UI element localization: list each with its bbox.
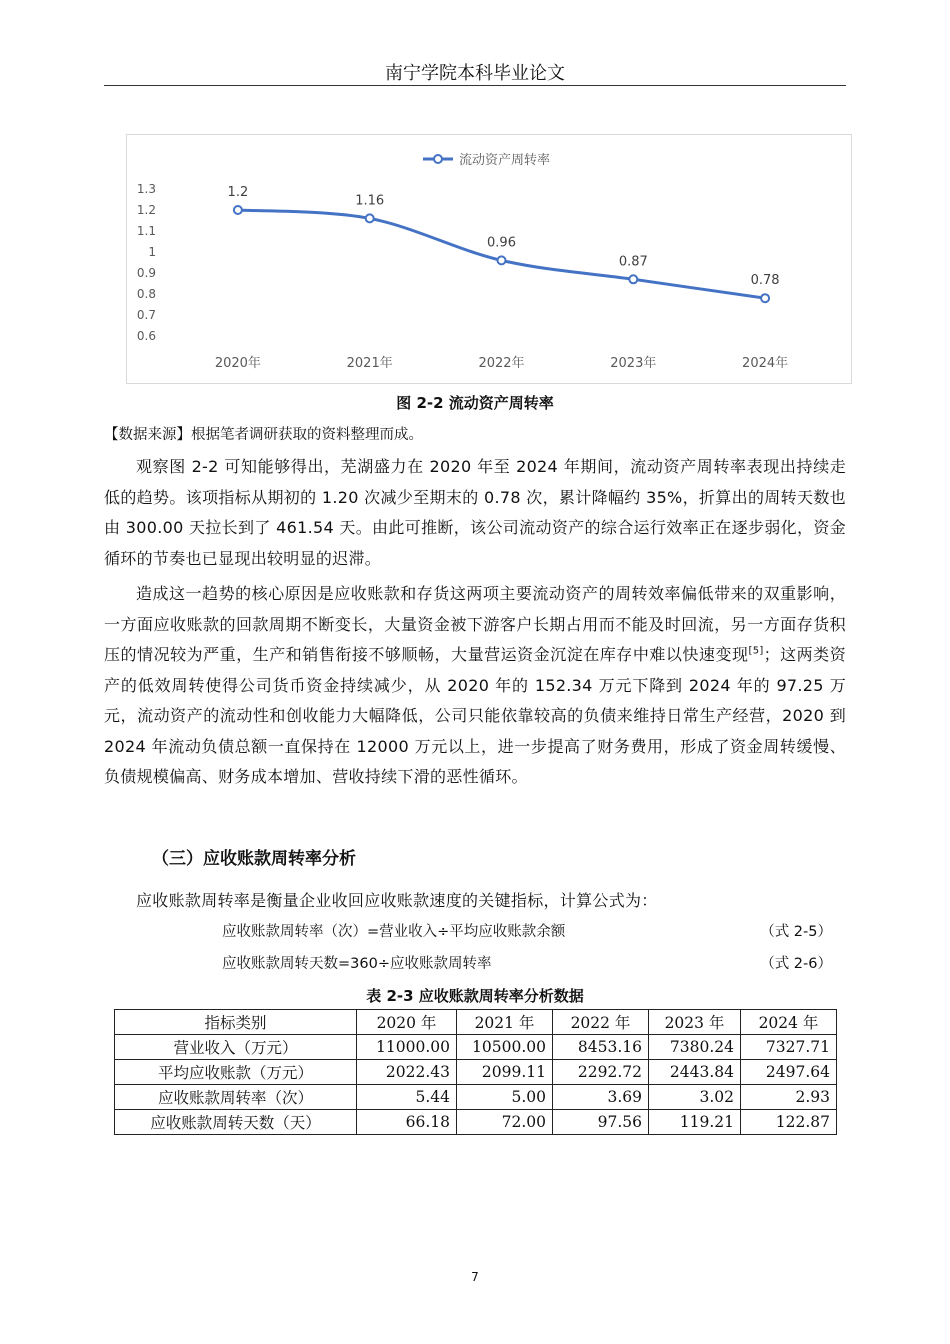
data-point <box>234 206 242 214</box>
paragraph-analysis-2 <box>104 579 846 793</box>
series-line <box>238 210 765 298</box>
header-cell: 2021 年 <box>457 1010 553 1035</box>
x-tick-label: 2020年 <box>214 356 261 371</box>
x-tick-label: 2024年 <box>742 356 789 371</box>
legend-label: 流动资产周转率 <box>459 153 551 168</box>
running-header: 南宁学院本科毕业论文 <box>385 63 565 84</box>
receivables-turnover-table <box>114 1009 837 1135</box>
chart-canvas <box>127 135 851 383</box>
legend-marker-icon <box>434 155 442 163</box>
x-tick-label: 2023年 <box>610 356 657 371</box>
table-cell: 7380.24 <box>649 1035 741 1060</box>
y-tick-label: 1.3 <box>136 182 156 196</box>
paragraph-2-text-a: 造成这一趋势的核心原因是应收账款和存货这两项主要流动资产的周转效率偏低带来的双重影响，一方面应收账款的回款周期不断变长，大量资金被下游客户长期占用而不能及时回流，另一方面存货积压的情况较为严重，生产和销售衔接不够顺畅，大量营运资金沉淀在库存中难以快速变现 <box>104 584 846 664</box>
row-label: 营业收入（万元） <box>115 1035 357 1060</box>
paragraph-analysis-1: 观察图 2-2 可知能够得出，芜湖盛力在 2020 年至 2024 年期间，流动资产周转率表现出持续走低的趋势。该项指标从期初的 1.20 次减少至期末的 0.78 次，累计降幅约 35%，折算出的周转天数也由 300.00 天拉长到了 461.54 天。由此可推断，该公司流动资产的综合运行效率正在逐步弱化，资金循环的节奏也已显现出较明显的迟滞。 <box>104 457 846 568</box>
data-point <box>498 256 506 264</box>
table-cell: 2292.72 <box>553 1060 649 1085</box>
table-cell: 2.93 <box>741 1085 837 1110</box>
table-row <box>115 1110 837 1135</box>
header-rule <box>104 85 846 86</box>
formula-2-6 <box>222 952 832 976</box>
table-cell: 7327.71 <box>741 1035 837 1060</box>
row-label: 应收账款周转天数（天） <box>115 1110 357 1135</box>
header-cell: 2020 年 <box>357 1010 457 1035</box>
table-cell: 5.00 <box>457 1085 553 1110</box>
paragraph-2-text-b: ；这两类资产的低效周转使得公司货币资金持续减少，从 2020 年的 152.34 万元下降到 2024 年的 97.25 万元，流动资产的流动性和创收能力大幅降低，公司只能依靠较高的负债来维持日常生产经营，2020 到 2024 年流动负债总额一直保持在 12000 万元以上，进一步提高了财务费用，形成了资金周转缓慢、负债规模偏高、财务成本增加、营收持续下滑的恶性循环。 <box>104 645 846 786</box>
table-cell: 3.02 <box>649 1085 741 1110</box>
table-cell: 10500.00 <box>457 1035 553 1060</box>
row-label: 平均应收账款（万元） <box>115 1060 357 1085</box>
table-cell: 2497.64 <box>741 1060 837 1085</box>
y-tick-label: 0.6 <box>136 329 156 343</box>
y-tick-label: 0.8 <box>136 287 156 301</box>
data-label: 0.78 <box>750 273 780 289</box>
formula-2-5 <box>222 920 832 944</box>
data-label: 1.2 <box>227 185 249 200</box>
table-header-row <box>115 1010 837 1035</box>
table-cell: 8453.16 <box>553 1035 649 1060</box>
table-row <box>115 1060 837 1085</box>
table-row <box>115 1035 837 1060</box>
data-source-note: 【数据来源】根据笔者调研获取的资料整理而成。 <box>104 427 423 443</box>
turnover-line-chart <box>126 134 852 384</box>
paragraph-formula-intro: 应收账款周转率是衡量企业收回应收账款速度的关键指标，计算公式为： <box>136 891 658 910</box>
table-cell: 2443.84 <box>649 1060 741 1085</box>
data-point <box>761 294 769 302</box>
table-cell: 66.18 <box>357 1110 457 1135</box>
formula-text: 应收账款周转天数=360÷应收账款周转率 <box>222 956 492 972</box>
y-tick-label: 1.1 <box>136 224 156 238</box>
header-cell: 指标类别 <box>115 1010 357 1035</box>
header-cell: 2024 年 <box>741 1010 837 1035</box>
header-cell: 2023 年 <box>649 1010 741 1035</box>
row-label: 应收账款周转率（次） <box>115 1085 357 1110</box>
figure-caption: 图 2-2 流动资产周转率 <box>396 394 554 412</box>
table-cell: 97.56 <box>553 1110 649 1135</box>
y-tick-label: 0.9 <box>136 266 156 280</box>
formula-text: 应收账款周转率（次）=营业收入÷平均应收账款余额 <box>222 924 566 940</box>
formula-number: （式 2-6） <box>760 956 832 972</box>
data-label: 0.96 <box>487 235 516 251</box>
table-cell: 122.87 <box>741 1110 837 1135</box>
data-point <box>629 275 637 283</box>
table-cell: 2022.43 <box>357 1060 457 1085</box>
formula-number: （式 2-5） <box>760 924 832 940</box>
citation-ref: [5] <box>748 645 764 657</box>
table-cell: 5.44 <box>357 1085 457 1110</box>
data-point <box>366 214 374 222</box>
table-cell: 3.69 <box>553 1085 649 1110</box>
x-tick-label: 2021年 <box>346 356 393 371</box>
table-cell: 11000.00 <box>357 1035 457 1060</box>
table-cell: 2099.11 <box>457 1060 553 1085</box>
y-tick-label: 1.2 <box>136 203 156 217</box>
table-caption: 表 2-3 应收账款周转率分析数据 <box>366 987 584 1005</box>
section-heading: （三）应收账款周转率分析 <box>152 849 356 869</box>
table-row <box>115 1085 837 1110</box>
table-cell: 72.00 <box>457 1110 553 1135</box>
page-number: 7 <box>471 1270 479 1284</box>
data-label: 1.16 <box>355 193 385 209</box>
data-label: 0.87 <box>618 254 648 270</box>
table-cell: 119.21 <box>649 1110 741 1135</box>
y-tick-label: 0.7 <box>136 308 156 322</box>
x-tick-label: 2022年 <box>478 356 525 371</box>
y-tick-label: 1 <box>148 245 156 259</box>
header-cell: 2022 年 <box>553 1010 649 1035</box>
